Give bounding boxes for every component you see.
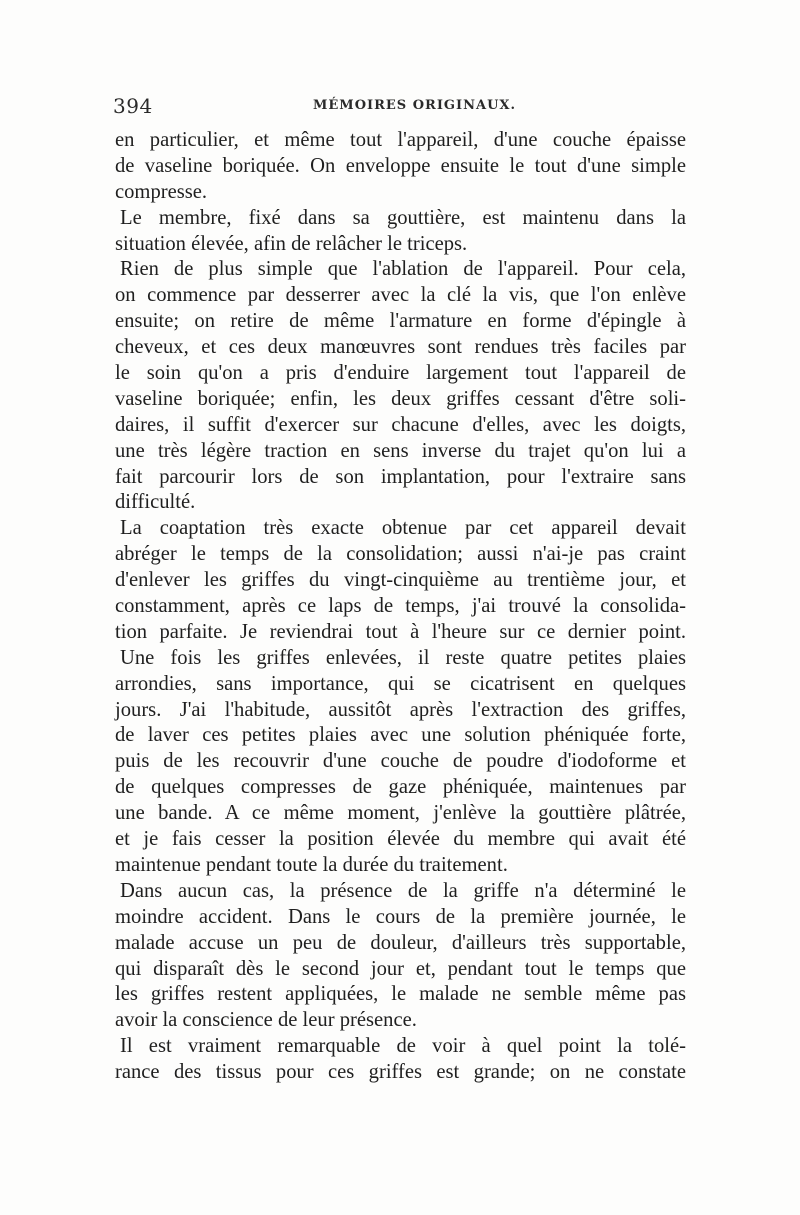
text-line: tion parfaite. Je reviendrai tout à l'heure sur ce dernier point. [115, 620, 686, 643]
text-line: Une fois les griffes enlevées, il reste quatre petites plaies [120, 646, 686, 669]
text-line: cheveux, et ces deux manœuvres sont rendues très faciles par [115, 336, 686, 359]
text-line: jours. J'ai l'habitude, aussitôt après l'extraction des griffes, [115, 698, 686, 721]
text-line: malade accuse un peu de douleur, d'ailleurs très supportable, [115, 931, 686, 954]
text-line: situation élevée, afin de relâcher le triceps. [115, 232, 468, 255]
text-line: rance des tissus pour ces griffes est grande; on ne constate [115, 1061, 686, 1084]
text-line: qui disparaît dès le second jour et, pendant tout le temps que [115, 957, 686, 980]
text-line: une très légère traction en sens inverse du trajet qu'on lui a [115, 439, 686, 462]
running-head: MÉMOIRES ORIGINAUX. [313, 98, 517, 113]
text-line: les griffes restent appliquées, le malade ne semble même pas [115, 983, 686, 1006]
text-line: une bande. A ce même moment, j'enlève la gouttière plâtrée, [115, 802, 686, 825]
text-line: ensuite; on retire de même l'armature en forme d'épingle à [115, 310, 686, 333]
text-line: fait parcourir lors de son implantation, pour l'extraire sans [115, 465, 686, 488]
text-line: maintenue pendant toute la durée du traitement. [115, 853, 508, 876]
text-line: avoir la conscience de leur présence. [115, 1009, 417, 1032]
text-line: on commence par desserrer avec la clé la vis, que l'on enlève [115, 284, 686, 307]
text-line: difficulté. [115, 491, 196, 514]
text-line: de laver ces petites plaies avec une solution phéniquée forte, [115, 724, 686, 747]
text-line: Dans aucun cas, la présence de la griffe n'a déterminé le [120, 879, 686, 902]
text-line: et je fais cesser la position élevée du membre qui avait été [115, 828, 686, 851]
page-number: 394 [113, 94, 153, 118]
body-text [115, 128, 686, 1086]
text-line: en particulier, et même tout l'appareil, d'une couche épaisse [115, 129, 686, 151]
text-line: La coaptation très exacte obtenue par cet appareil devait [120, 517, 686, 540]
text-line: d'enlever les griffes du vingt-cinquième au trentième jour, et [115, 569, 686, 592]
text-line: de quelques compresses de gaze phéniquée, maintenues par [115, 776, 686, 799]
text-line: de vaseline boriquée. On enveloppe ensuite le tout d'une simple [115, 154, 686, 177]
text-line: daires, il suffit d'exercer sur chacune d'elles, avec les doigts, [115, 413, 686, 436]
text-line: Le membre, fixé dans sa gouttière, est maintenu dans la [120, 206, 686, 229]
text-line: le soin qu'on a pris d'enduire largement tout l'appareil de [115, 362, 686, 385]
text-line: moindre accident. Dans le cours de la première journée, le [115, 905, 686, 928]
text-line: puis de les recouvrir d'une couche de poudre d'iodoforme et [115, 750, 686, 773]
text-line: compresse. [115, 180, 208, 203]
text-line: constamment, après ce laps de temps, j'ai trouvé la consolida- [115, 595, 686, 618]
text-line: Rien de plus simple que l'ablation de l'appareil. Pour cela, [120, 258, 686, 281]
text-line: Il est vraiment remarquable de voir à quel point la tolé- [120, 1035, 686, 1058]
text-line: arrondies, sans importance, qui se cicatrisent en quelques [115, 672, 686, 695]
text-line: abréger le temps de la consolidation; aussi n'ai-je pas craint [115, 543, 686, 566]
text-line: vaseline boriquée; enfin, les deux griffes cessant d'être soli- [115, 387, 686, 410]
page-header [113, 94, 686, 122]
